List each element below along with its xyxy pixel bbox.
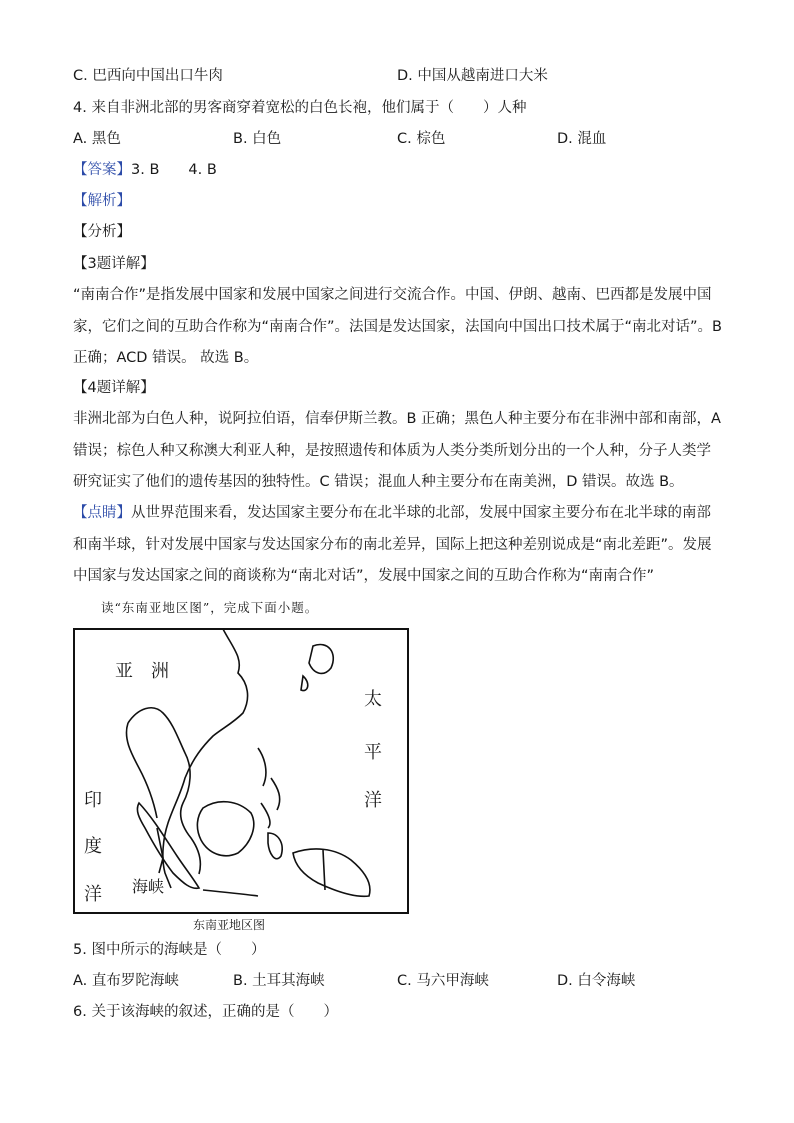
- map-label-indian-2: 度: [84, 836, 102, 857]
- map-label-pacific-2: 平: [364, 742, 382, 763]
- highlight-label: 【点睛】: [73, 505, 131, 521]
- map-label-pacific-3: 洋: [364, 790, 382, 811]
- q3-option-d: D. 中国从越南进口大米: [397, 68, 548, 84]
- detail4-label: 【4题详解】: [73, 380, 155, 396]
- q5-option-b: B. 土耳其海峡: [233, 973, 325, 989]
- q5-option-c: C. 马六甲海峡: [397, 973, 489, 989]
- q3-option-c: C. 巴西向中国出口牛肉: [73, 68, 223, 84]
- q4-stem: 4. 来自非洲北部的男客商穿着宽松的白色长袍，他们属于（ ）人种: [73, 100, 527, 116]
- answer-text: 3. B 4. B: [131, 162, 217, 178]
- q4-option-a: A. 黑色: [73, 131, 121, 147]
- map-label-indian-3: 洋: [84, 884, 102, 905]
- map-label-indian-1: 印: [84, 790, 102, 811]
- detail3-text: “南南合作”是指发展中国家和发展中国家之间进行交流合作。中国、伊朗、越南、巴西都是发展中国家，它们之间的互助合作称为“南南合作”。法国是发达国家，法国向中国出口技术属于“南北对话”。B 正确；ACD 错误。 故选 B。: [73, 287, 722, 366]
- q4-option-d: D. 混血: [557, 131, 607, 147]
- highlight-text: 从世界范围来看，发达国家主要分布在北半球的北部，发展中国家主要分布在北半球的南部和南半球，针对发展中国家与发达国家分布的南北差异，国际上把这种差别说成是“南北差距”。发展中国家与发达国家之间的商谈称为“南北对话”，发展中国家之间的互助合作称为“南南合作”: [73, 505, 712, 584]
- answer-label: 【答案】: [73, 162, 131, 178]
- q5-stem: 5. 图中所示的海峡是（ ）: [73, 942, 266, 958]
- q4-option-b: B. 白色: [233, 131, 282, 147]
- map-label-pacific-1: 太: [364, 689, 382, 710]
- q5-option-d: D. 白令海峡: [557, 973, 636, 989]
- q6-stem: 6. 关于该海峡的叙述，正确的是（ ）: [73, 1004, 338, 1020]
- detail3-label: 【3题详解】: [73, 256, 155, 272]
- detail4-text: 非洲北部为白色人种，说阿拉伯语，信奉伊斯兰教。B 正确；黑色人种主要分布在非洲中部和南部，A 错误；棕色人种又称澳大利亚人种，是按照遗传和体质为人类分类所划分出的一个人种，分子人类学研究证实了他们的遗传基因的独特性。C 错误；混血人种主要分布在南美洲，D 错误。故选 B。: [73, 411, 721, 490]
- map-caption: 东南亚地区图: [193, 918, 266, 932]
- answer-line: [73, 160, 217, 180]
- fenxi-label: 【分析】: [73, 224, 131, 240]
- highlight-paragraph: [73, 498, 723, 593]
- map-label-asia: 亚 洲: [115, 661, 169, 682]
- analysis-label: 【解析】: [73, 193, 131, 209]
- q5-option-a: A. 直布罗陀海峡: [73, 973, 179, 989]
- map-label-strait: 海峡: [132, 877, 165, 896]
- q4-option-c: C. 棕色: [397, 131, 446, 147]
- map-intro: 读“东南亚地区图”，完成下面小题。: [101, 600, 319, 615]
